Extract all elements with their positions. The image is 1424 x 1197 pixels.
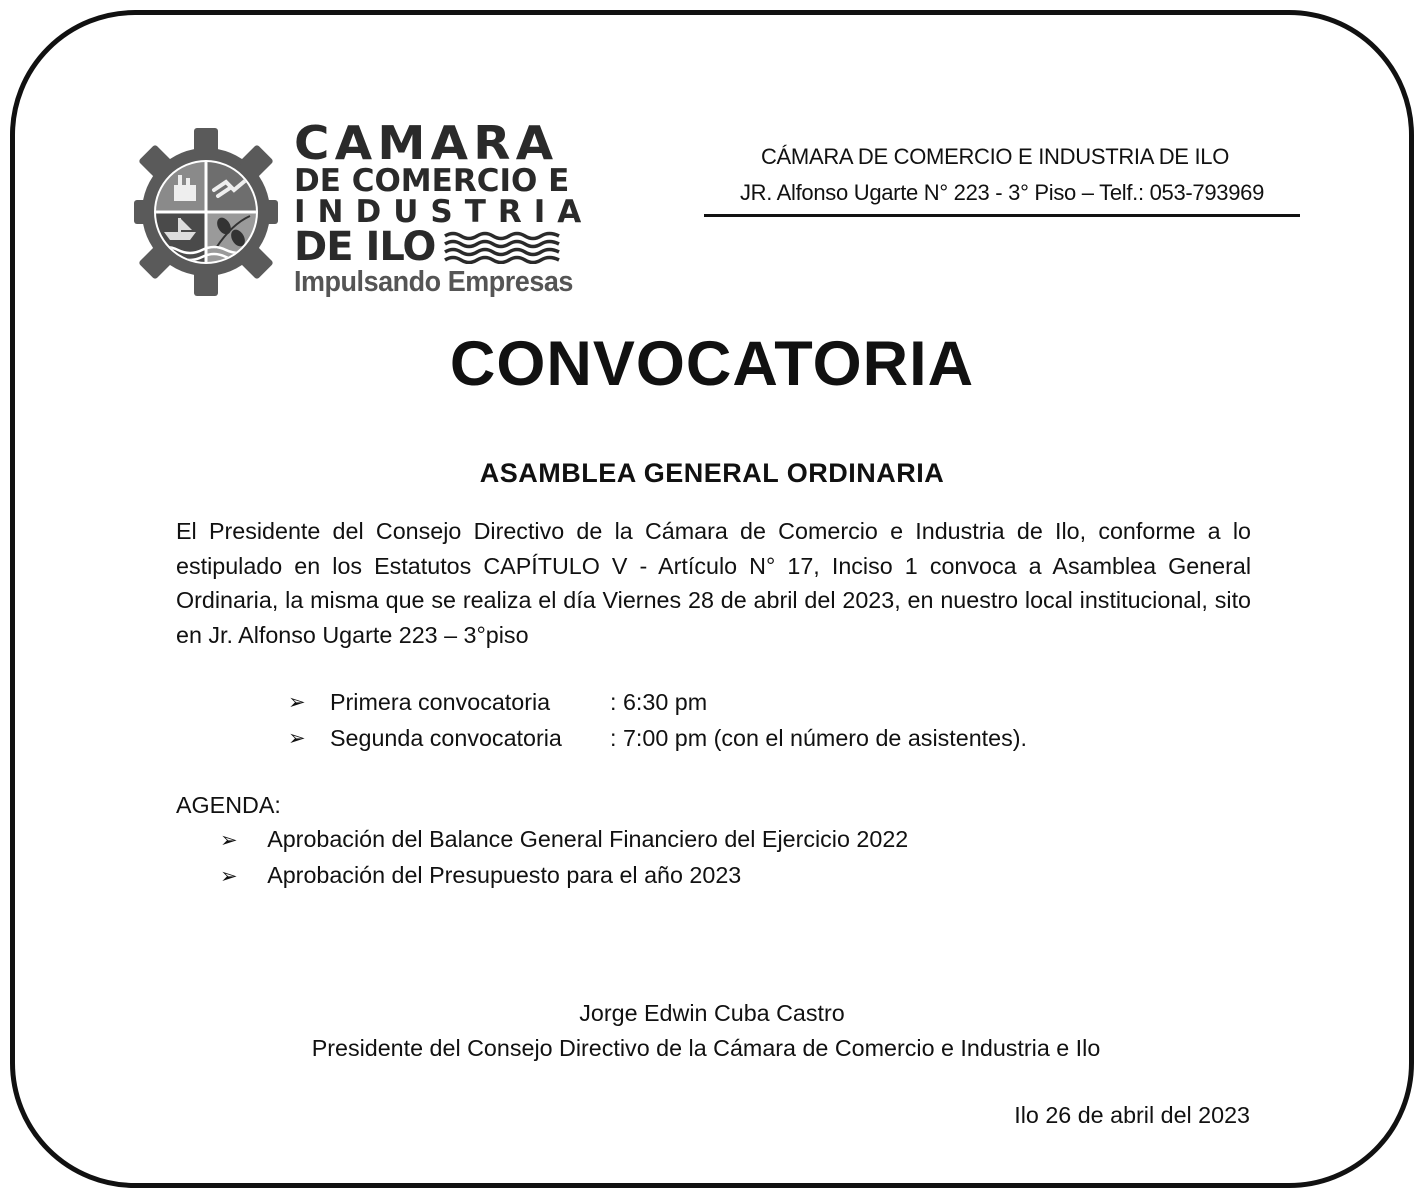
- logo-line-ilo: DE ILO: [294, 224, 436, 270]
- agenda-list: [220, 822, 908, 894]
- body-paragraph: El Presidente del Consejo Directivo de la Cámara de Comercio e Industria de Ilo, conforme a lo estipulado en los Estatutos CAPÍTULO V - Artículo N° 17, Inciso 1 convoca a Asamblea General Ordinaria, la misma que se realiza el día Viernes 28 de abril del 2023, en nuestro local institucional, sito en Jr. Alfonso Ugarte 223 – 3°piso: [176, 518, 1251, 648]
- schedule-item: [288, 720, 1027, 756]
- schedule-time: : 6:30 pm: [610, 689, 708, 715]
- agenda-item-text: Aprobación del Presupuesto para el año 2023: [267, 862, 742, 888]
- schedule-time: : 7:00 pm (con el número de asistentes).: [610, 725, 1027, 751]
- schedule-item: [288, 684, 1027, 720]
- schedule-label: Segunda convocatoria: [330, 725, 562, 751]
- page-subtitle: ASAMBLEA GENERAL ORDINARIA: [479, 458, 945, 488]
- agenda-item: [220, 822, 908, 858]
- schedule-label: Primera convocatoria: [330, 689, 551, 715]
- chamber-logo: [134, 116, 614, 302]
- document-date: Ilo 26 de abril del 2023: [1014, 1102, 1250, 1128]
- org-header: [690, 140, 1300, 217]
- signatory-role: Presidente del Consejo Directivo de la Cámara de Comercio e Industria e Ilo: [311, 1035, 1101, 1061]
- agenda-item: [220, 858, 908, 894]
- page-title: CONVOCATORIA: [449, 329, 975, 399]
- signatory-name: Jorge Edwin Cuba Castro: [579, 1000, 845, 1026]
- logo-line-camara: CAMARA: [294, 116, 559, 170]
- logo-line-comercio: DE COMERCIO E: [294, 163, 570, 199]
- arrow-bullet-icon: ➢: [220, 828, 238, 852]
- logo-wordmark: [294, 116, 614, 298]
- arrow-bullet-icon: ➢: [220, 864, 238, 888]
- gear-icon: [134, 120, 284, 302]
- org-address: JR. Alfonso Ugarte N° 223 - 3° Piso – Telf.: 053-793969: [704, 174, 1300, 217]
- arrow-bullet-icon: ➢: [288, 726, 306, 750]
- agenda-item-text: Aprobación del Balance General Financiero del Ejercicio 2022: [267, 826, 909, 852]
- logo-line-industria: INDUSTRIA: [294, 194, 594, 230]
- waves-icon: [443, 230, 561, 264]
- convocation-body: [176, 514, 1251, 652]
- agenda-heading: AGENDA:: [176, 792, 281, 818]
- schedule-list: [288, 684, 1027, 756]
- arrow-bullet-icon: ➢: [288, 690, 306, 714]
- logo-slogan: Impulsando Empresas: [294, 266, 573, 298]
- org-name: CÁMARA DE COMERCIO E INDUSTRIA DE ILO: [760, 144, 1230, 169]
